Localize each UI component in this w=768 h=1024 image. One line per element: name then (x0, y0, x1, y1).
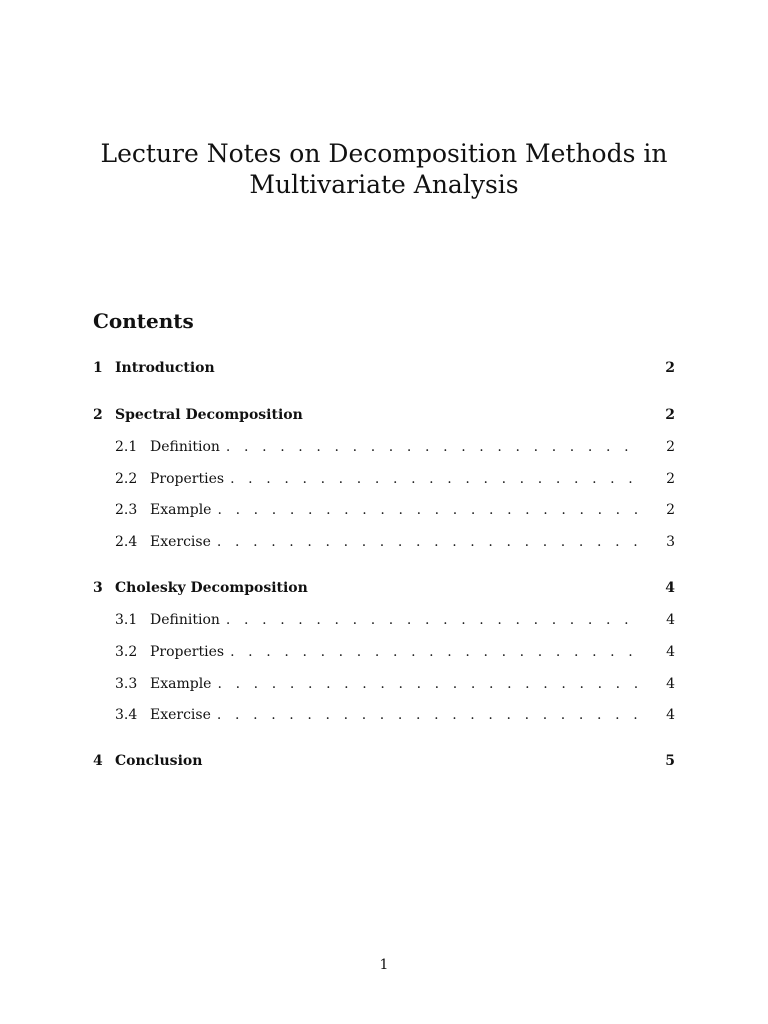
toc-section-label: Conclusion (115, 753, 203, 769)
toc-subsection-2-3[interactable] (93, 500, 675, 520)
toc-section-page: 2 (665, 360, 675, 376)
toc-subsection-2-4[interactable] (93, 532, 675, 552)
toc-subsection-2-2[interactable] (93, 469, 675, 489)
toc-section-page: 2 (665, 407, 675, 423)
toc-section-number: 2 (93, 407, 103, 423)
toc-subsection-page: 2 (666, 439, 675, 455)
toc-leader-dots (230, 642, 643, 662)
toc-subsection-number: 3.3 (115, 676, 138, 692)
toc-leader-dots (217, 500, 643, 520)
toc-subsection-number: 3.2 (115, 644, 138, 660)
toc-subsection-3-1[interactable] (93, 610, 675, 630)
toc-section-page: 5 (665, 753, 675, 769)
title-line-2: Multivariate Analysis (249, 170, 519, 199)
toc-subsection-label: Definition (150, 439, 220, 455)
toc-leader-dots (226, 610, 643, 630)
toc-subsection-3-4[interactable] (93, 705, 675, 725)
toc-subsection-page: 4 (666, 612, 675, 628)
toc-section-label: Cholesky Decomposition (115, 580, 308, 596)
toc-subsection-label: Example (150, 502, 212, 518)
toc-section-label: Introduction (115, 360, 215, 376)
toc-subsection-page: 2 (666, 471, 675, 487)
toc-leader-dots (230, 469, 643, 489)
toc-subsection-label: Definition (150, 612, 220, 628)
toc-subsection-page: 4 (666, 676, 675, 692)
toc-section-introduction[interactable] (93, 358, 675, 378)
toc-subsection-number: 2.1 (115, 439, 138, 455)
toc-leader-dots (226, 437, 643, 457)
toc-subsection-label: Exercise (150, 534, 211, 550)
toc-subsection-number: 3.4 (115, 707, 138, 723)
toc-subsection-3-2[interactable] (93, 642, 675, 662)
toc-section-number: 4 (93, 753, 103, 769)
toc-subsection-page: 4 (666, 644, 675, 660)
toc-section-page: 4 (665, 580, 675, 596)
toc-leader-dots (217, 674, 643, 694)
toc-leader-dots (217, 532, 643, 552)
title-line-1: Lecture Notes on Decomposition Methods in (100, 139, 668, 168)
toc-subsection-number: 2.2 (115, 471, 138, 487)
toc-subsection-label: Properties (150, 471, 225, 487)
toc-section-spectral-decomposition[interactable] (93, 405, 675, 425)
toc-subsection-3-3[interactable] (93, 674, 675, 694)
toc-section-number: 3 (93, 580, 103, 596)
toc-section-cholesky-decomposition[interactable] (93, 578, 675, 598)
toc-section-conclusion[interactable] (93, 751, 675, 771)
toc-subsection-label: Exercise (150, 707, 211, 723)
toc-subsection-number: 2.4 (115, 534, 138, 550)
contents-heading: Contents (93, 309, 194, 333)
toc-subsection-page: 2 (666, 502, 675, 518)
toc-section-number: 1 (93, 360, 103, 376)
document-title (0, 138, 768, 200)
toc-subsection-label: Example (150, 676, 212, 692)
toc-leader-dots (217, 705, 643, 725)
toc-section-label: Spectral Decomposition (115, 407, 303, 423)
toc-subsection-page: 4 (666, 707, 675, 723)
toc-subsection-number: 2.3 (115, 502, 138, 518)
toc-subsection-2-1[interactable] (93, 437, 675, 457)
toc-subsection-page: 3 (666, 534, 675, 550)
toc-subsection-label: Properties (150, 644, 225, 660)
page-number: 1 (379, 957, 389, 973)
toc-subsection-number: 3.1 (115, 612, 138, 628)
